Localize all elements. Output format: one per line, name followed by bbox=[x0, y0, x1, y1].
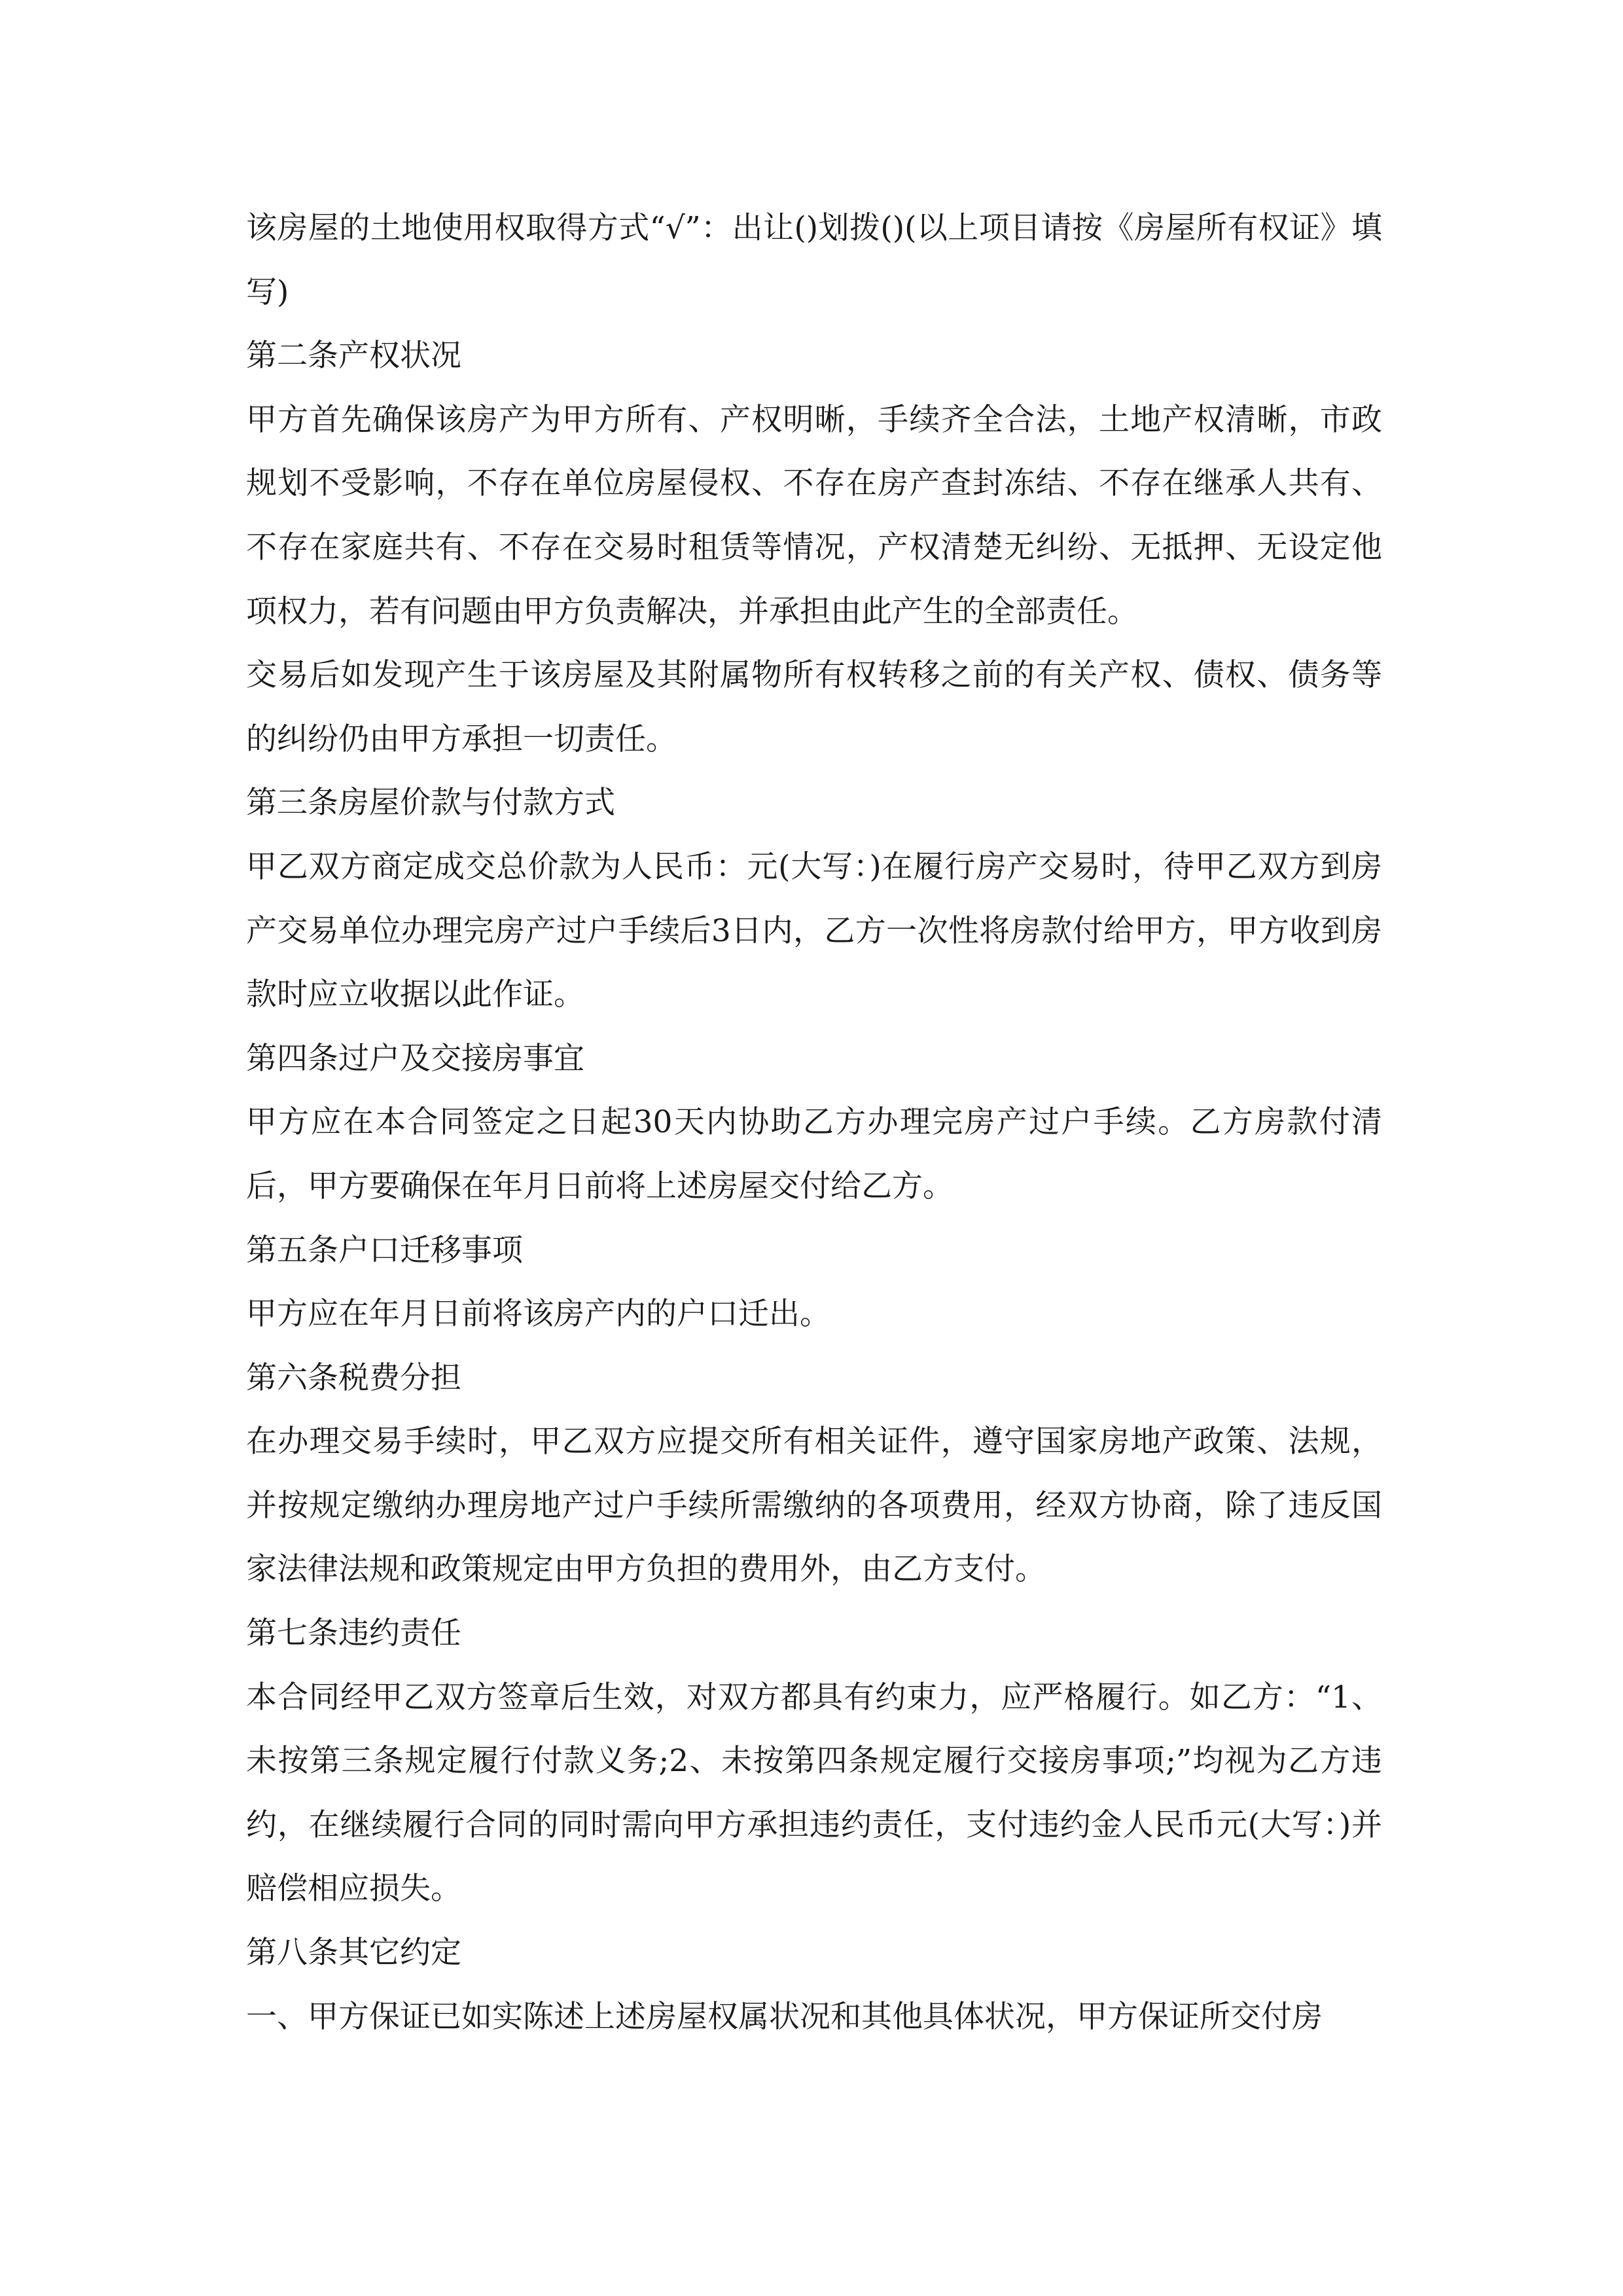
article-3-heading: 第三条房屋价款与付款方式 bbox=[246, 785, 615, 821]
article-5-paragraph: 甲方应在年月日前将该房产内的户口迁出。 bbox=[246, 1296, 830, 1333]
document-body bbox=[246, 196, 1382, 2049]
article-4-heading: 第四条过户及交接房事宜 bbox=[246, 1040, 584, 1077]
article-8-paragraph-1: 一、甲方保证已如实陈述上述房屋权属状况和其他具体状况，甲方保证所交付房 bbox=[246, 1998, 1323, 2035]
article-6-heading: 第六条税费分担 bbox=[246, 1359, 461, 1396]
article-2-paragraph-1: 甲方首先确保该房产为甲方所有、产权明晰，手续齐全合法，土地产权清晰，市政规划不受影响，不存在单位房屋侵权、不存在房产查封冻结、不存在继承人共有、不存在家庭共有、不存在交易时租赁等情况，产权清楚无纠纷、无抵押、无设定他项权力，若有问题由甲方负责解决，并承担由此产生的全部责任。 bbox=[246, 401, 1382, 630]
article-7-heading: 第七条违约责任 bbox=[246, 1615, 461, 1652]
article-7-paragraph: 本合同经甲乙双方签章后生效，对双方都具有约束力，应严格履行。如乙方：“1、未按第三条规定履行付款义务;2、未按第四条规定履行交接房事项;”均视为乙方违约，在继续履行合同的同时需向甲方承担违约责任，支付违约金人民币元(大写：)并赔偿相应损失。 bbox=[246, 1679, 1382, 1907]
article-2-heading: 第二条产权状况 bbox=[246, 338, 461, 374]
land-use-right-paragraph: 该房屋的土地使用权取得方式“√”：出让()划拨()(以上项目请按《房屋所有权证》填写) bbox=[246, 210, 1382, 310]
article-5-heading: 第五条户口迁移事项 bbox=[246, 1232, 523, 1268]
article-2-paragraph-2: 交易后如发现产生于该房屋及其附属物所有权转移之前的有关产权、债权、债务等的纠纷仍由甲方承担一切责任。 bbox=[246, 657, 1382, 757]
article-8-heading: 第八条其它约定 bbox=[246, 1935, 461, 1971]
article-6-paragraph: 在办理交易手续时，甲乙双方应提交所有相关证件，遵守国家房地产政策、法规，并按规定缴纳办理房地产过户手续所需缴纳的各项费用，经双方协商，除了违反国家法律法规和政策规定由甲方负担的费用外，由乙方支付。 bbox=[246, 1424, 1382, 1588]
article-4-paragraph: 甲方应在本合同签定之日起30天内协助乙方办理完房产过户手续。乙方房款付清后，甲方要确保在年月日前将上述房屋交付给乙方。 bbox=[246, 1104, 1382, 1204]
article-3-paragraph: 甲乙双方商定成交总价款为人民币：元(大写：)在履行房产交易时，待甲乙双方到房产交易单位办理完房产过户手续后3日内，乙方一次性将房款付给甲方，甲方收到房款时应立收据以此作证。 bbox=[246, 848, 1382, 1013]
